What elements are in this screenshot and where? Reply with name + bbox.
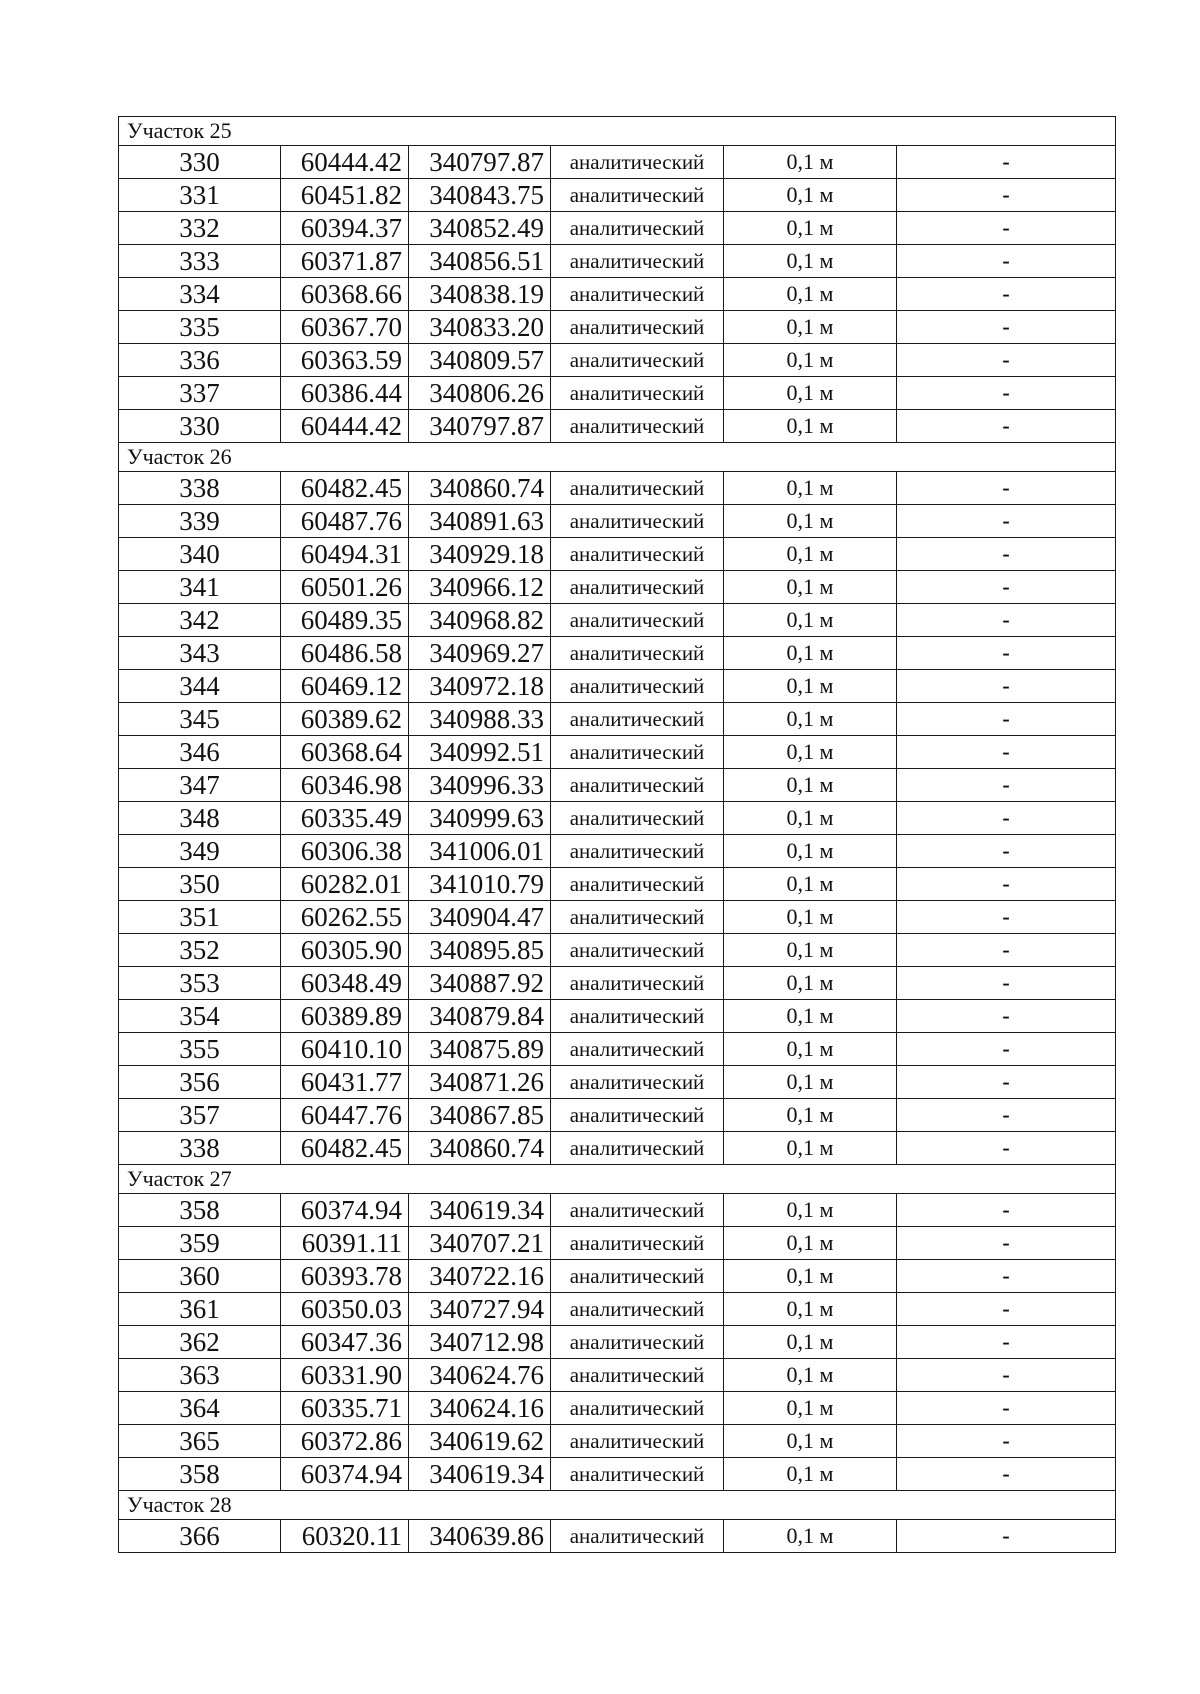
coord-x-cell: 60410.10: [281, 1033, 409, 1066]
coord-x-cell: 60331.90: [281, 1359, 409, 1392]
table-row: [119, 967, 1116, 1000]
method-cell: аналитический: [551, 1194, 724, 1227]
coord-x-cell: 60489.35: [281, 604, 409, 637]
table-row: [119, 1000, 1116, 1033]
accuracy-cell: 0,1 м: [724, 670, 897, 703]
point-number-cell: 342: [119, 604, 281, 637]
coord-y-cell: 340712.98: [409, 1326, 551, 1359]
accuracy-cell: 0,1 м: [724, 604, 897, 637]
point-number-cell: 343: [119, 637, 281, 670]
accuracy-cell: 0,1 м: [724, 736, 897, 769]
coord-y-cell: 340806.26: [409, 377, 551, 410]
note-cell: -: [897, 670, 1116, 703]
point-number-cell: 348: [119, 802, 281, 835]
accuracy-cell: 0,1 м: [724, 934, 897, 967]
accuracy-cell: 0,1 м: [724, 505, 897, 538]
section-header-row: [119, 1491, 1116, 1520]
coord-x-cell: 60389.62: [281, 703, 409, 736]
accuracy-cell: 0,1 м: [724, 410, 897, 443]
point-number-cell: 358: [119, 1194, 281, 1227]
point-number-cell: 330: [119, 146, 281, 179]
table-row: [119, 245, 1116, 278]
note-cell: -: [897, 802, 1116, 835]
accuracy-cell: 0,1 м: [724, 1066, 897, 1099]
coord-x-cell: 60305.90: [281, 934, 409, 967]
point-number-cell: 336: [119, 344, 281, 377]
coord-x-cell: 60347.36: [281, 1326, 409, 1359]
accuracy-cell: 0,1 м: [724, 538, 897, 571]
section-header-row: [119, 117, 1116, 146]
accuracy-cell: 0,1 м: [724, 245, 897, 278]
point-number-cell: 362: [119, 1326, 281, 1359]
method-cell: аналитический: [551, 1132, 724, 1165]
coord-y-cell: 340891.63: [409, 505, 551, 538]
table-row: [119, 1132, 1116, 1165]
point-number-cell: 332: [119, 212, 281, 245]
accuracy-cell: 0,1 м: [724, 1227, 897, 1260]
note-cell: -: [897, 1425, 1116, 1458]
method-cell: аналитический: [551, 212, 724, 245]
coord-x-cell: 60348.49: [281, 967, 409, 1000]
table-row: [119, 146, 1116, 179]
coord-x-cell: 60262.55: [281, 901, 409, 934]
note-cell: -: [897, 901, 1116, 934]
coord-y-cell: 340992.51: [409, 736, 551, 769]
coord-y-cell: 340860.74: [409, 1132, 551, 1165]
coord-x-cell: 60393.78: [281, 1260, 409, 1293]
accuracy-cell: 0,1 м: [724, 1260, 897, 1293]
point-number-cell: 334: [119, 278, 281, 311]
note-cell: -: [897, 505, 1116, 538]
accuracy-cell: 0,1 м: [724, 179, 897, 212]
note-cell: -: [897, 769, 1116, 802]
table-row: [119, 179, 1116, 212]
coord-y-cell: 340856.51: [409, 245, 551, 278]
method-cell: аналитический: [551, 1326, 724, 1359]
table-row: [119, 1099, 1116, 1132]
coord-y-cell: 341010.79: [409, 868, 551, 901]
coord-y-cell: 340619.34: [409, 1458, 551, 1491]
table-row: [119, 212, 1116, 245]
table-row: [119, 1227, 1116, 1260]
point-number-cell: 338: [119, 472, 281, 505]
coord-x-cell: 60482.45: [281, 472, 409, 505]
method-cell: аналитический: [551, 472, 724, 505]
method-cell: аналитический: [551, 1227, 724, 1260]
table-row: [119, 1520, 1116, 1553]
coord-x-cell: 60367.70: [281, 311, 409, 344]
table-row: [119, 802, 1116, 835]
note-cell: -: [897, 377, 1116, 410]
coordinates-table-body: [119, 117, 1116, 1553]
note-cell: -: [897, 571, 1116, 604]
point-number-cell: 366: [119, 1520, 281, 1553]
point-number-cell: 330: [119, 410, 281, 443]
note-cell: -: [897, 146, 1116, 179]
method-cell: аналитический: [551, 377, 724, 410]
note-cell: -: [897, 637, 1116, 670]
note-cell: -: [897, 1099, 1116, 1132]
coordinates-table: [118, 116, 1116, 1553]
point-number-cell: 354: [119, 1000, 281, 1033]
method-cell: аналитический: [551, 604, 724, 637]
table-row: [119, 1392, 1116, 1425]
coord-y-cell: 340639.86: [409, 1520, 551, 1553]
coord-y-cell: 340860.74: [409, 472, 551, 505]
point-number-cell: 365: [119, 1425, 281, 1458]
point-number-cell: 338: [119, 1132, 281, 1165]
accuracy-cell: 0,1 м: [724, 1326, 897, 1359]
coord-x-cell: 60501.26: [281, 571, 409, 604]
coord-x-cell: 60374.94: [281, 1458, 409, 1491]
method-cell: аналитический: [551, 245, 724, 278]
method-cell: аналитический: [551, 1458, 724, 1491]
note-cell: -: [897, 245, 1116, 278]
method-cell: аналитический: [551, 868, 724, 901]
method-cell: аналитический: [551, 1520, 724, 1553]
method-cell: аналитический: [551, 703, 724, 736]
point-number-cell: 355: [119, 1033, 281, 1066]
method-cell: аналитический: [551, 1099, 724, 1132]
note-cell: -: [897, 1227, 1116, 1260]
table-row: [119, 1293, 1116, 1326]
coord-x-cell: 60335.71: [281, 1392, 409, 1425]
coord-x-cell: 60346.98: [281, 769, 409, 802]
coord-x-cell: 60282.01: [281, 868, 409, 901]
accuracy-cell: 0,1 м: [724, 802, 897, 835]
method-cell: аналитический: [551, 736, 724, 769]
coord-x-cell: 60350.03: [281, 1293, 409, 1326]
coord-x-cell: 60386.44: [281, 377, 409, 410]
coord-x-cell: 60363.59: [281, 344, 409, 377]
accuracy-cell: 0,1 м: [724, 146, 897, 179]
accuracy-cell: 0,1 м: [724, 278, 897, 311]
note-cell: -: [897, 179, 1116, 212]
coord-y-cell: 340968.82: [409, 604, 551, 637]
coord-y-cell: 340929.18: [409, 538, 551, 571]
coord-x-cell: 60372.86: [281, 1425, 409, 1458]
accuracy-cell: 0,1 м: [724, 344, 897, 377]
coord-y-cell: 340875.89: [409, 1033, 551, 1066]
method-cell: аналитический: [551, 1260, 724, 1293]
table-row: [119, 736, 1116, 769]
point-number-cell: 352: [119, 934, 281, 967]
coord-x-cell: 60306.38: [281, 835, 409, 868]
table-row: [119, 1326, 1116, 1359]
coord-y-cell: 340887.92: [409, 967, 551, 1000]
accuracy-cell: 0,1 м: [724, 311, 897, 344]
coord-y-cell: 340904.47: [409, 901, 551, 934]
note-cell: -: [897, 1066, 1116, 1099]
coord-y-cell: 340999.63: [409, 802, 551, 835]
coord-x-cell: 60447.76: [281, 1099, 409, 1132]
accuracy-cell: 0,1 м: [724, 1520, 897, 1553]
accuracy-cell: 0,1 м: [724, 1425, 897, 1458]
point-number-cell: 353: [119, 967, 281, 1000]
table-row: [119, 1359, 1116, 1392]
coord-x-cell: 60389.89: [281, 1000, 409, 1033]
table-row: [119, 769, 1116, 802]
coord-x-cell: 60431.77: [281, 1066, 409, 1099]
section-header-row: [119, 1165, 1116, 1194]
coord-x-cell: 60482.45: [281, 1132, 409, 1165]
coord-y-cell: 340797.87: [409, 146, 551, 179]
table-row: [119, 901, 1116, 934]
table-row: [119, 377, 1116, 410]
method-cell: аналитический: [551, 1425, 724, 1458]
accuracy-cell: 0,1 м: [724, 472, 897, 505]
table-row: [119, 505, 1116, 538]
coord-y-cell: 340871.26: [409, 1066, 551, 1099]
point-number-cell: 364: [119, 1392, 281, 1425]
method-cell: аналитический: [551, 1000, 724, 1033]
accuracy-cell: 0,1 м: [724, 1099, 897, 1132]
method-cell: аналитический: [551, 670, 724, 703]
accuracy-cell: 0,1 м: [724, 212, 897, 245]
coord-y-cell: 340624.76: [409, 1359, 551, 1392]
point-number-cell: 358: [119, 1458, 281, 1491]
accuracy-cell: 0,1 м: [724, 1458, 897, 1491]
coord-y-cell: 340722.16: [409, 1260, 551, 1293]
accuracy-cell: 0,1 м: [724, 967, 897, 1000]
table-row: [119, 571, 1116, 604]
method-cell: аналитический: [551, 835, 724, 868]
method-cell: аналитический: [551, 410, 724, 443]
coord-x-cell: 60371.87: [281, 245, 409, 278]
accuracy-cell: 0,1 м: [724, 769, 897, 802]
point-number-cell: 344: [119, 670, 281, 703]
table-row: [119, 1033, 1116, 1066]
coord-x-cell: 60368.66: [281, 278, 409, 311]
coord-y-cell: 340996.33: [409, 769, 551, 802]
coord-x-cell: 60368.64: [281, 736, 409, 769]
accuracy-cell: 0,1 м: [724, 1000, 897, 1033]
note-cell: -: [897, 311, 1116, 344]
table-row: [119, 311, 1116, 344]
coord-y-cell: 340797.87: [409, 410, 551, 443]
table-row: [119, 1066, 1116, 1099]
method-cell: аналитический: [551, 311, 724, 344]
accuracy-cell: 0,1 м: [724, 1359, 897, 1392]
coord-y-cell: 340619.62: [409, 1425, 551, 1458]
note-cell: -: [897, 278, 1116, 311]
point-number-cell: 347: [119, 769, 281, 802]
coord-y-cell: 340852.49: [409, 212, 551, 245]
note-cell: -: [897, 604, 1116, 637]
coord-x-cell: 60320.11: [281, 1520, 409, 1553]
coord-y-cell: 340624.16: [409, 1392, 551, 1425]
point-number-cell: 341: [119, 571, 281, 604]
table-row: [119, 835, 1116, 868]
coord-y-cell: 341006.01: [409, 835, 551, 868]
coord-y-cell: 340838.19: [409, 278, 551, 311]
method-cell: аналитический: [551, 1033, 724, 1066]
coord-y-cell: 340833.20: [409, 311, 551, 344]
section-title: Участок 26: [119, 443, 1116, 472]
note-cell: -: [897, 967, 1116, 1000]
table-row: [119, 472, 1116, 505]
method-cell: аналитический: [551, 1359, 724, 1392]
method-cell: аналитический: [551, 146, 724, 179]
method-cell: аналитический: [551, 1293, 724, 1326]
method-cell: аналитический: [551, 1392, 724, 1425]
section-header-row: [119, 443, 1116, 472]
coord-x-cell: 60391.11: [281, 1227, 409, 1260]
note-cell: -: [897, 344, 1116, 377]
accuracy-cell: 0,1 м: [724, 868, 897, 901]
point-number-cell: 345: [119, 703, 281, 736]
method-cell: аналитический: [551, 934, 724, 967]
note-cell: -: [897, 1194, 1116, 1227]
coord-x-cell: 60487.76: [281, 505, 409, 538]
section-title: Участок 27: [119, 1165, 1116, 1194]
point-number-cell: 357: [119, 1099, 281, 1132]
method-cell: аналитический: [551, 769, 724, 802]
table-row: [119, 604, 1116, 637]
note-cell: -: [897, 703, 1116, 736]
table-row: [119, 1260, 1116, 1293]
method-cell: аналитический: [551, 637, 724, 670]
method-cell: аналитический: [551, 901, 724, 934]
method-cell: аналитический: [551, 505, 724, 538]
method-cell: аналитический: [551, 538, 724, 571]
note-cell: -: [897, 212, 1116, 245]
method-cell: аналитический: [551, 344, 724, 377]
point-number-cell: 331: [119, 179, 281, 212]
table-row: [119, 1194, 1116, 1227]
coord-x-cell: 60335.49: [281, 802, 409, 835]
accuracy-cell: 0,1 м: [724, 1194, 897, 1227]
coord-x-cell: 60374.94: [281, 1194, 409, 1227]
point-number-cell: 356: [119, 1066, 281, 1099]
point-number-cell: 339: [119, 505, 281, 538]
section-title: Участок 28: [119, 1491, 1116, 1520]
note-cell: -: [897, 1359, 1116, 1392]
point-number-cell: 361: [119, 1293, 281, 1326]
table-row: [119, 868, 1116, 901]
coord-y-cell: 340972.18: [409, 670, 551, 703]
method-cell: аналитический: [551, 802, 724, 835]
note-cell: -: [897, 934, 1116, 967]
table-row: [119, 410, 1116, 443]
table-row: [119, 1425, 1116, 1458]
note-cell: -: [897, 1458, 1116, 1491]
method-cell: аналитический: [551, 1066, 724, 1099]
note-cell: -: [897, 1293, 1116, 1326]
note-cell: -: [897, 1132, 1116, 1165]
method-cell: аналитический: [551, 571, 724, 604]
point-number-cell: 350: [119, 868, 281, 901]
table-row: [119, 934, 1116, 967]
point-number-cell: 351: [119, 901, 281, 934]
coord-y-cell: 340809.57: [409, 344, 551, 377]
accuracy-cell: 0,1 м: [724, 703, 897, 736]
note-cell: -: [897, 1392, 1116, 1425]
note-cell: -: [897, 1326, 1116, 1359]
table-row: [119, 344, 1116, 377]
table-row: [119, 1458, 1116, 1491]
note-cell: -: [897, 1000, 1116, 1033]
note-cell: -: [897, 736, 1116, 769]
coord-y-cell: 340619.34: [409, 1194, 551, 1227]
table-row: [119, 703, 1116, 736]
coord-y-cell: 340727.94: [409, 1293, 551, 1326]
note-cell: -: [897, 835, 1116, 868]
note-cell: -: [897, 472, 1116, 505]
point-number-cell: 335: [119, 311, 281, 344]
note-cell: -: [897, 1033, 1116, 1066]
coord-y-cell: 340895.85: [409, 934, 551, 967]
coord-y-cell: 340843.75: [409, 179, 551, 212]
point-number-cell: 333: [119, 245, 281, 278]
table-row: [119, 538, 1116, 571]
accuracy-cell: 0,1 м: [724, 901, 897, 934]
section-title: Участок 25: [119, 117, 1116, 146]
note-cell: -: [897, 1260, 1116, 1293]
accuracy-cell: 0,1 м: [724, 1293, 897, 1326]
accuracy-cell: 0,1 м: [724, 1033, 897, 1066]
accuracy-cell: 0,1 м: [724, 377, 897, 410]
coord-x-cell: 60486.58: [281, 637, 409, 670]
point-number-cell: 349: [119, 835, 281, 868]
point-number-cell: 359: [119, 1227, 281, 1260]
point-number-cell: 340: [119, 538, 281, 571]
point-number-cell: 360: [119, 1260, 281, 1293]
accuracy-cell: 0,1 м: [724, 637, 897, 670]
accuracy-cell: 0,1 м: [724, 835, 897, 868]
coord-x-cell: 60451.82: [281, 179, 409, 212]
note-cell: -: [897, 868, 1116, 901]
method-cell: аналитический: [551, 967, 724, 1000]
accuracy-cell: 0,1 м: [724, 1132, 897, 1165]
method-cell: аналитический: [551, 278, 724, 311]
coord-y-cell: 340707.21: [409, 1227, 551, 1260]
coord-x-cell: 60394.37: [281, 212, 409, 245]
table-row: [119, 278, 1116, 311]
note-cell: -: [897, 410, 1116, 443]
coord-x-cell: 60494.31: [281, 538, 409, 571]
coord-y-cell: 340966.12: [409, 571, 551, 604]
coord-y-cell: 340879.84: [409, 1000, 551, 1033]
coord-y-cell: 340867.85: [409, 1099, 551, 1132]
accuracy-cell: 0,1 м: [724, 1392, 897, 1425]
coord-x-cell: 60469.12: [281, 670, 409, 703]
coord-y-cell: 340988.33: [409, 703, 551, 736]
coord-y-cell: 340969.27: [409, 637, 551, 670]
coord-x-cell: 60444.42: [281, 410, 409, 443]
coord-x-cell: 60444.42: [281, 146, 409, 179]
note-cell: -: [897, 538, 1116, 571]
table-row: [119, 637, 1116, 670]
point-number-cell: 337: [119, 377, 281, 410]
accuracy-cell: 0,1 м: [724, 571, 897, 604]
note-cell: -: [897, 1520, 1116, 1553]
point-number-cell: 363: [119, 1359, 281, 1392]
method-cell: аналитический: [551, 179, 724, 212]
point-number-cell: 346: [119, 736, 281, 769]
table-row: [119, 670, 1116, 703]
